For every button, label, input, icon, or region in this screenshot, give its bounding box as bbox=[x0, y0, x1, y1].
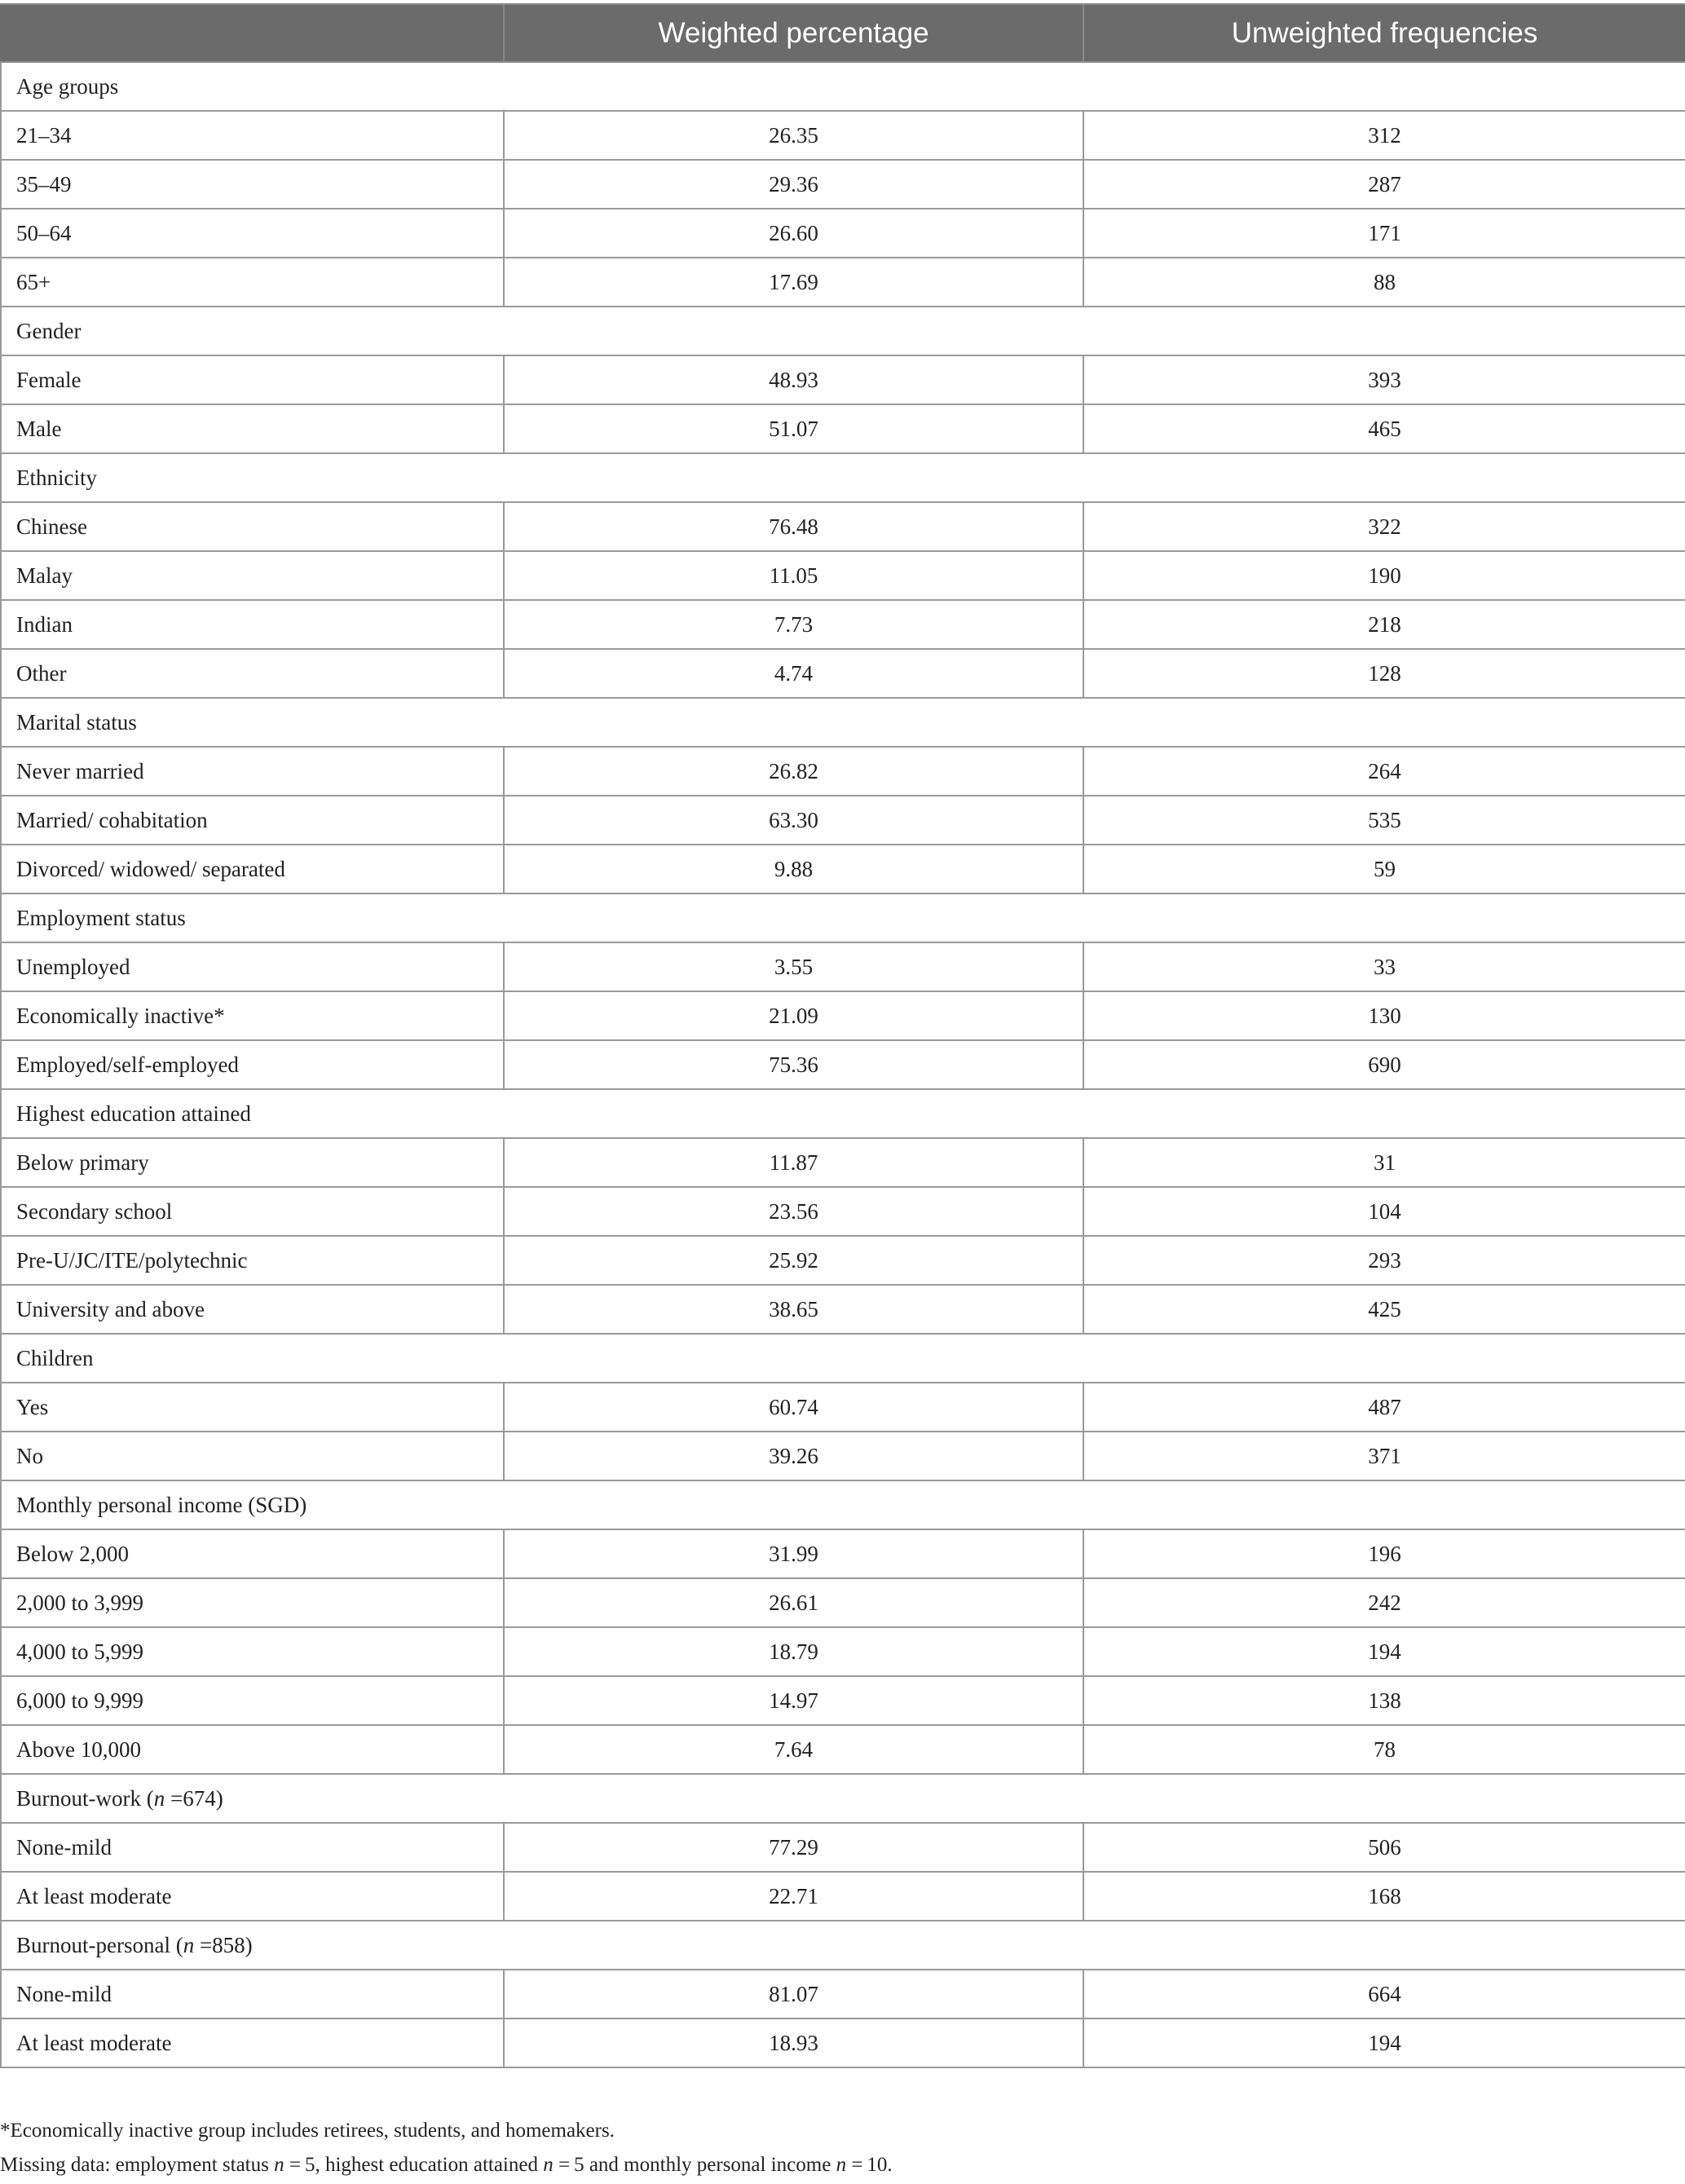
unweighted-frequency-cell: 371 bbox=[1083, 1432, 1685, 1480]
row-label: No bbox=[1, 1432, 504, 1480]
section-title: Burnout-work (n =674) bbox=[1, 1774, 1685, 1823]
header-blank bbox=[1, 4, 504, 62]
table-header-row bbox=[1, 4, 1685, 62]
row-label: Below 2,000 bbox=[1, 1529, 504, 1578]
row-label: Indian bbox=[1, 600, 504, 649]
section-row bbox=[1, 62, 1685, 111]
weighted-percentage-cell: 9.88 bbox=[504, 845, 1083, 893]
table-row bbox=[1, 1578, 1685, 1627]
table-row bbox=[1, 502, 1685, 551]
table-row bbox=[1, 258, 1685, 307]
table-row bbox=[1, 2019, 1685, 2067]
header-weighted-percentage: Weighted percentage bbox=[504, 4, 1083, 62]
section-title: Employment status bbox=[1, 893, 1685, 942]
weighted-percentage-cell: 25.92 bbox=[504, 1236, 1083, 1285]
table-row bbox=[1, 1627, 1685, 1676]
section-title: Marital status bbox=[1, 698, 1685, 747]
unweighted-frequency-cell: 190 bbox=[1083, 551, 1685, 600]
section-row bbox=[1, 1480, 1685, 1529]
weighted-percentage-cell: 39.26 bbox=[504, 1432, 1083, 1480]
row-label: Chinese bbox=[1, 502, 504, 551]
unweighted-frequency-cell: 104 bbox=[1083, 1187, 1685, 1236]
unweighted-frequency-cell: 128 bbox=[1083, 649, 1685, 698]
unweighted-frequency-cell: 312 bbox=[1083, 111, 1685, 160]
row-label: 2,000 to 3,999 bbox=[1, 1578, 504, 1627]
unweighted-frequency-cell: 506 bbox=[1083, 1823, 1685, 1872]
unweighted-frequency-cell: 465 bbox=[1083, 404, 1685, 453]
weighted-percentage-cell: 3.55 bbox=[504, 942, 1083, 991]
table-row bbox=[1, 1236, 1685, 1285]
unweighted-frequency-cell: 690 bbox=[1083, 1040, 1685, 1089]
table-row bbox=[1, 209, 1685, 258]
section-title: Children bbox=[1, 1334, 1685, 1383]
table-row bbox=[1, 1432, 1685, 1480]
unweighted-frequency-cell: 168 bbox=[1083, 1872, 1685, 1921]
row-label: None-mild bbox=[1, 1970, 504, 2019]
section-row bbox=[1, 453, 1685, 502]
weighted-percentage-cell: 17.69 bbox=[504, 258, 1083, 307]
row-label: Divorced/ widowed/ separated bbox=[1, 845, 504, 893]
section-row bbox=[1, 307, 1685, 355]
row-label: At least moderate bbox=[1, 2019, 504, 2067]
table-row bbox=[1, 355, 1685, 404]
weighted-percentage-cell: 31.99 bbox=[504, 1529, 1083, 1578]
weighted-percentage-cell: 11.05 bbox=[504, 551, 1083, 600]
demographics-table bbox=[0, 3, 1685, 2068]
table-row bbox=[1, 1872, 1685, 1921]
footnote-economically-inactive: *Economically inactive group includes retirees, students, and homemakers. bbox=[0, 2120, 615, 2142]
section-title: Burnout-personal (n =858) bbox=[1, 1921, 1685, 1970]
table-row bbox=[1, 551, 1685, 600]
unweighted-frequency-cell: 293 bbox=[1083, 1236, 1685, 1285]
table-row bbox=[1, 649, 1685, 698]
section-row bbox=[1, 1774, 1685, 1823]
unweighted-frequency-cell: 59 bbox=[1083, 845, 1685, 893]
table-row bbox=[1, 1529, 1685, 1578]
table-row bbox=[1, 404, 1685, 453]
row-label: Above 10,000 bbox=[1, 1725, 504, 1774]
table-row bbox=[1, 1187, 1685, 1236]
weighted-percentage-cell: 26.82 bbox=[504, 747, 1083, 796]
weighted-percentage-cell: 18.93 bbox=[504, 2019, 1083, 2067]
section-row bbox=[1, 1334, 1685, 1383]
unweighted-frequency-cell: 138 bbox=[1083, 1676, 1685, 1725]
footnote-missing-data: Missing data: employment status n = 5, highest education attained n = 5 and monthly personal income n = 10. bbox=[0, 2154, 893, 2176]
weighted-percentage-cell: 7.73 bbox=[504, 600, 1083, 649]
unweighted-frequency-cell: 242 bbox=[1083, 1578, 1685, 1627]
unweighted-frequency-cell: 194 bbox=[1083, 2019, 1685, 2067]
weighted-percentage-cell: 29.36 bbox=[504, 160, 1083, 209]
row-label: Malay bbox=[1, 551, 504, 600]
table-row bbox=[1, 845, 1685, 893]
weighted-percentage-cell: 75.36 bbox=[504, 1040, 1083, 1089]
weighted-percentage-cell: 18.79 bbox=[504, 1627, 1083, 1676]
section-title: Monthly personal income (SGD) bbox=[1, 1480, 1685, 1529]
unweighted-frequency-cell: 88 bbox=[1083, 258, 1685, 307]
weighted-percentage-cell: 81.07 bbox=[504, 1970, 1083, 2019]
weighted-percentage-cell: 26.35 bbox=[504, 111, 1083, 160]
weighted-percentage-cell: 21.09 bbox=[504, 991, 1083, 1040]
row-label: Below primary bbox=[1, 1138, 504, 1187]
row-label: 65+ bbox=[1, 258, 504, 307]
unweighted-frequency-cell: 196 bbox=[1083, 1529, 1685, 1578]
weighted-percentage-cell: 26.61 bbox=[504, 1578, 1083, 1627]
weighted-percentage-cell: 4.74 bbox=[504, 649, 1083, 698]
weighted-percentage-cell: 77.29 bbox=[504, 1823, 1083, 1872]
table-row bbox=[1, 1285, 1685, 1334]
row-label: 35–49 bbox=[1, 160, 504, 209]
weighted-percentage-cell: 60.74 bbox=[504, 1383, 1083, 1432]
unweighted-frequency-cell: 33 bbox=[1083, 942, 1685, 991]
unweighted-frequency-cell: 535 bbox=[1083, 796, 1685, 845]
weighted-percentage-cell: 23.56 bbox=[504, 1187, 1083, 1236]
unweighted-frequency-cell: 218 bbox=[1083, 600, 1685, 649]
weighted-percentage-cell: 38.65 bbox=[504, 1285, 1083, 1334]
weighted-percentage-cell: 76.48 bbox=[504, 502, 1083, 551]
header-unweighted-frequencies: Unweighted frequencies bbox=[1083, 4, 1685, 62]
row-label: None-mild bbox=[1, 1823, 504, 1872]
section-title: Gender bbox=[1, 307, 1685, 355]
weighted-percentage-cell: 14.97 bbox=[504, 1676, 1083, 1725]
unweighted-frequency-cell: 78 bbox=[1083, 1725, 1685, 1774]
row-label: Female bbox=[1, 355, 504, 404]
table-row bbox=[1, 600, 1685, 649]
row-label: 21–34 bbox=[1, 111, 504, 160]
row-label: Never married bbox=[1, 747, 504, 796]
table-row bbox=[1, 1040, 1685, 1089]
row-label: Secondary school bbox=[1, 1187, 504, 1236]
section-row bbox=[1, 1089, 1685, 1138]
weighted-percentage-cell: 7.64 bbox=[504, 1725, 1083, 1774]
table-row bbox=[1, 160, 1685, 209]
table-row bbox=[1, 991, 1685, 1040]
row-label: Employed/self-employed bbox=[1, 1040, 504, 1089]
weighted-percentage-cell: 22.71 bbox=[504, 1872, 1083, 1921]
section-row bbox=[1, 698, 1685, 747]
row-label: 4,000 to 5,999 bbox=[1, 1627, 504, 1676]
table-row bbox=[1, 1138, 1685, 1187]
weighted-percentage-cell: 26.60 bbox=[504, 209, 1083, 258]
unweighted-frequency-cell: 130 bbox=[1083, 991, 1685, 1040]
table-row bbox=[1, 747, 1685, 796]
unweighted-frequency-cell: 393 bbox=[1083, 355, 1685, 404]
weighted-percentage-cell: 11.87 bbox=[504, 1138, 1083, 1187]
section-title: Ethnicity bbox=[1, 453, 1685, 502]
row-label: 50–64 bbox=[1, 209, 504, 258]
unweighted-frequency-cell: 487 bbox=[1083, 1383, 1685, 1432]
row-label: Pre-U/JC/ITE/polytechnic bbox=[1, 1236, 504, 1285]
row-label: Other bbox=[1, 649, 504, 698]
row-label: Married/ cohabitation bbox=[1, 796, 504, 845]
table-row bbox=[1, 1823, 1685, 1872]
section-title: Age groups bbox=[1, 62, 1685, 111]
table-row bbox=[1, 1725, 1685, 1774]
weighted-percentage-cell: 63.30 bbox=[504, 796, 1083, 845]
row-label: Yes bbox=[1, 1383, 504, 1432]
row-label: At least moderate bbox=[1, 1872, 504, 1921]
row-label: Male bbox=[1, 404, 504, 453]
weighted-percentage-cell: 48.93 bbox=[504, 355, 1083, 404]
row-label: University and above bbox=[1, 1285, 504, 1334]
unweighted-frequency-cell: 664 bbox=[1083, 1970, 1685, 2019]
table-row bbox=[1, 796, 1685, 845]
unweighted-frequency-cell: 264 bbox=[1083, 747, 1685, 796]
unweighted-frequency-cell: 287 bbox=[1083, 160, 1685, 209]
table-row bbox=[1, 1676, 1685, 1725]
weighted-percentage-cell: 51.07 bbox=[504, 404, 1083, 453]
table-row bbox=[1, 111, 1685, 160]
table-row bbox=[1, 942, 1685, 991]
section-row bbox=[1, 893, 1685, 942]
unweighted-frequency-cell: 171 bbox=[1083, 209, 1685, 258]
unweighted-frequency-cell: 194 bbox=[1083, 1627, 1685, 1676]
table-row bbox=[1, 1383, 1685, 1432]
section-row bbox=[1, 1921, 1685, 1970]
table-row bbox=[1, 1970, 1685, 2019]
row-label: Economically inactive* bbox=[1, 991, 504, 1040]
row-label: Unemployed bbox=[1, 942, 504, 991]
section-title: Highest education attained bbox=[1, 1089, 1685, 1138]
unweighted-frequency-cell: 31 bbox=[1083, 1138, 1685, 1187]
unweighted-frequency-cell: 322 bbox=[1083, 502, 1685, 551]
row-label: 6,000 to 9,999 bbox=[1, 1676, 504, 1725]
unweighted-frequency-cell: 425 bbox=[1083, 1285, 1685, 1334]
